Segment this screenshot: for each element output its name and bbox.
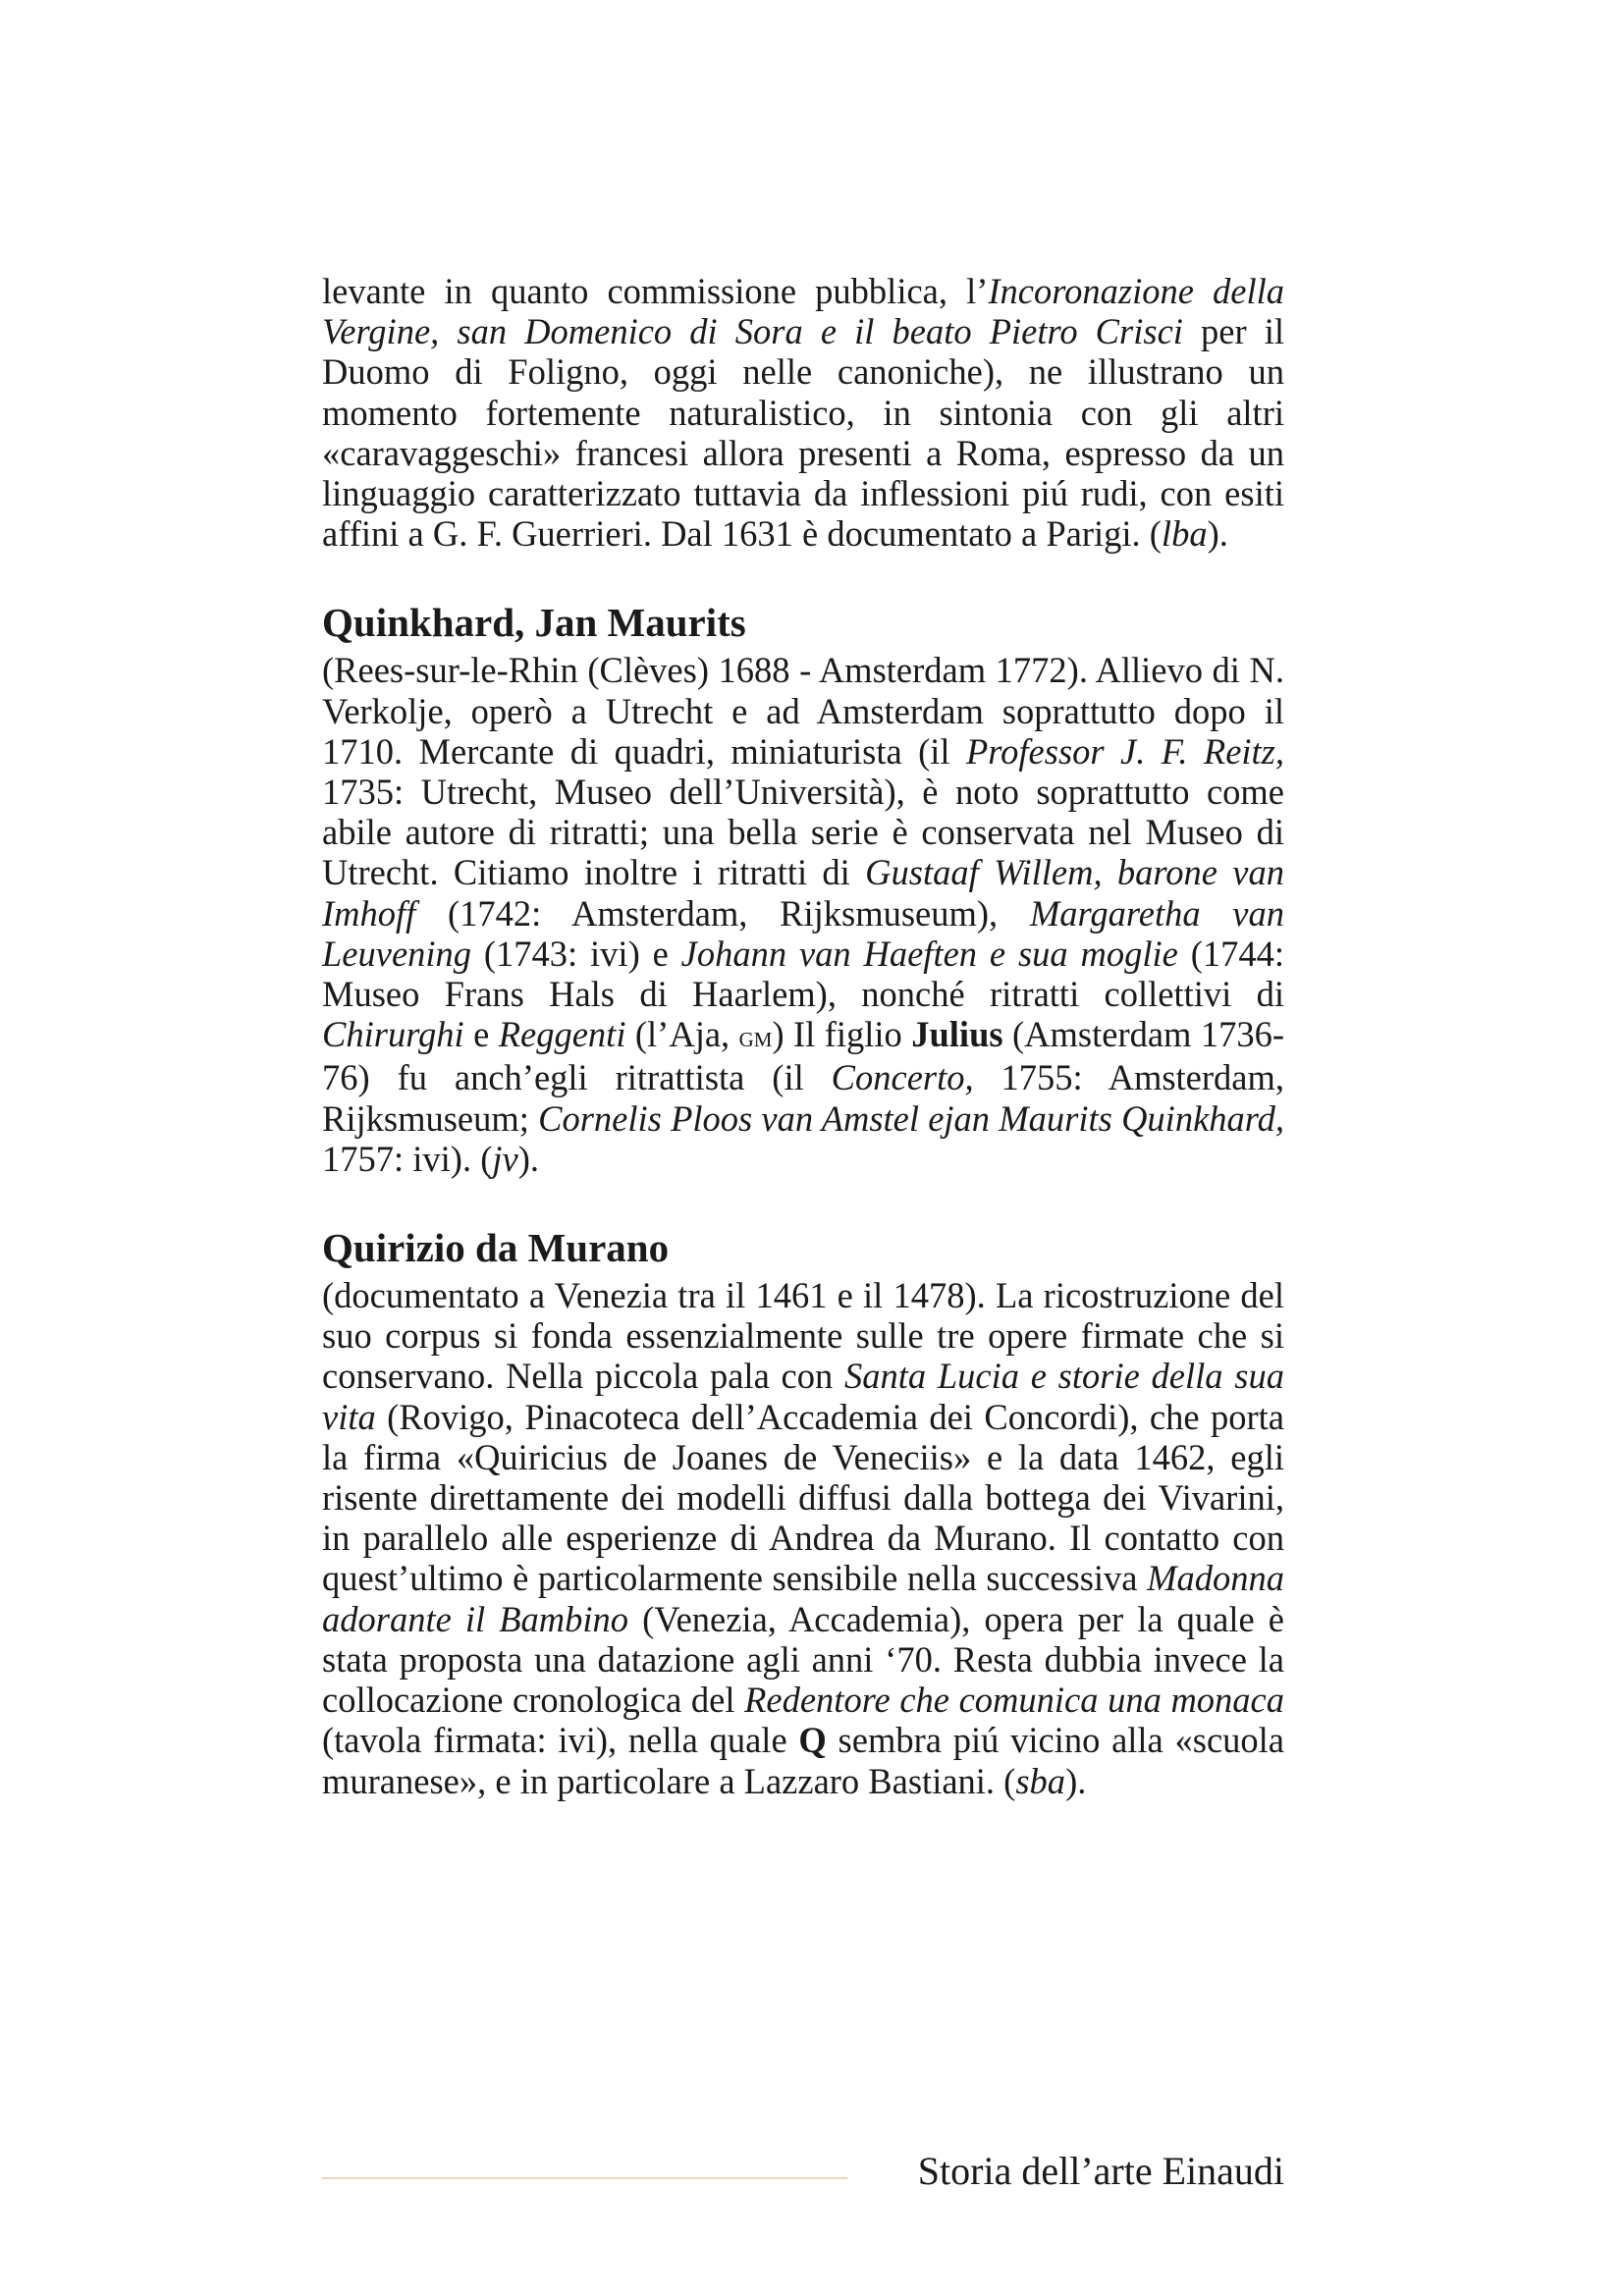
entry-title: Quirizio da Murano: [322, 1225, 670, 1271]
entry-quirizio: [322, 1226, 1284, 1801]
entry-text: (documentato a Venezia tra il 1461 e il 1478). La ricostruzione del suo corpus si fonda essenzialmente sulle tre opere firmate che si conservano. Nella piccola pala con Santa Lucia e storie della sua vita (Rovigo, Pinacoteca dell’Accademia dei Concordi), che porta la firma «Quiricius de Joanes de Veneciis» e la data 1462, egli risente direttamente dei modelli diffusi dalla bottega dei Vivarini, in parallelo alle esperienze di Andrea da Murano. Il contatto con quest’ultimo è particolarmente sensibile nella successiva Madonna adorante il Bambino (Venezia, Accademia), opera per la quale è stata proposta una datazione agli anni ‘70. Resta dubbia invece la collocazione cronologica del Redentore che comunica una monaca (tavola firmata: ivi), nella quale Q sembra piú vicino alla «scuola muranese», e in particolare a Lazzaro Bastiani. (sba).: [322, 1275, 1285, 1801]
footer-publisher: Storia dell’arte Einaudi: [917, 2149, 1284, 2193]
page-body: [322, 271, 1284, 1801]
entry-quinkhard: [322, 601, 1284, 1179]
entry-title: Quinkhard, Jan Maurits: [322, 600, 746, 646]
entry-text: (Rees-sur-le-Rhin (Clèves) 1688 - Amsterdam 1772). Allievo di N. Verkolje, operò a Utrecht e ad Amsterdam soprattutto dopo il 1710. Mercante di quadri, miniaturista (il Professor J. F. Reitz, 1735: Utrecht, Museo dell’Università), è noto soprattutto come abile autore di ritratti; una bella serie è conservata nel Museo di Utrecht. Citiamo inoltre i ritratti di Gustaaf Willem, barone van Imhoff (1742: Amsterdam, Rijksmuseum), Margaretha van Leuvening (1743: ivi) e Johann van Haeften e sua moglie (1744: Museo Frans Hals di Haarlem), nonché ritratti collettivi di Chirurghi e Reggenti (l’Aja, gm) Il figlio Julius (Amsterdam 1736-76) fu anch’egli ritrattista (il Concerto, 1755: Amsterdam, Rijksmuseum; Cornelis Ploos van Amstel ejan Maurits Quinkhard, 1757: ivi). (jv).: [322, 650, 1285, 1179]
intro-paragraph: levante in quanto commissione pubblica, l’Incoronazione della Vergine, san Domenico di Sora e il beato Pietro Crisci per il Duomo di Foligno, oggi nelle canoniche), ne illustrano un momento fortemente naturalistico, in sintonia con gli altri «caravaggeschi» francesi allora presenti a Roma, espresso da un linguaggio caratterizzato tuttavia da inflessioni piú rudi, con esiti affini a G. F. Guerrieri. Dal 1631 è documentato a Parigi. (lba).: [322, 271, 1285, 555]
footer-rule: [322, 2177, 847, 2179]
